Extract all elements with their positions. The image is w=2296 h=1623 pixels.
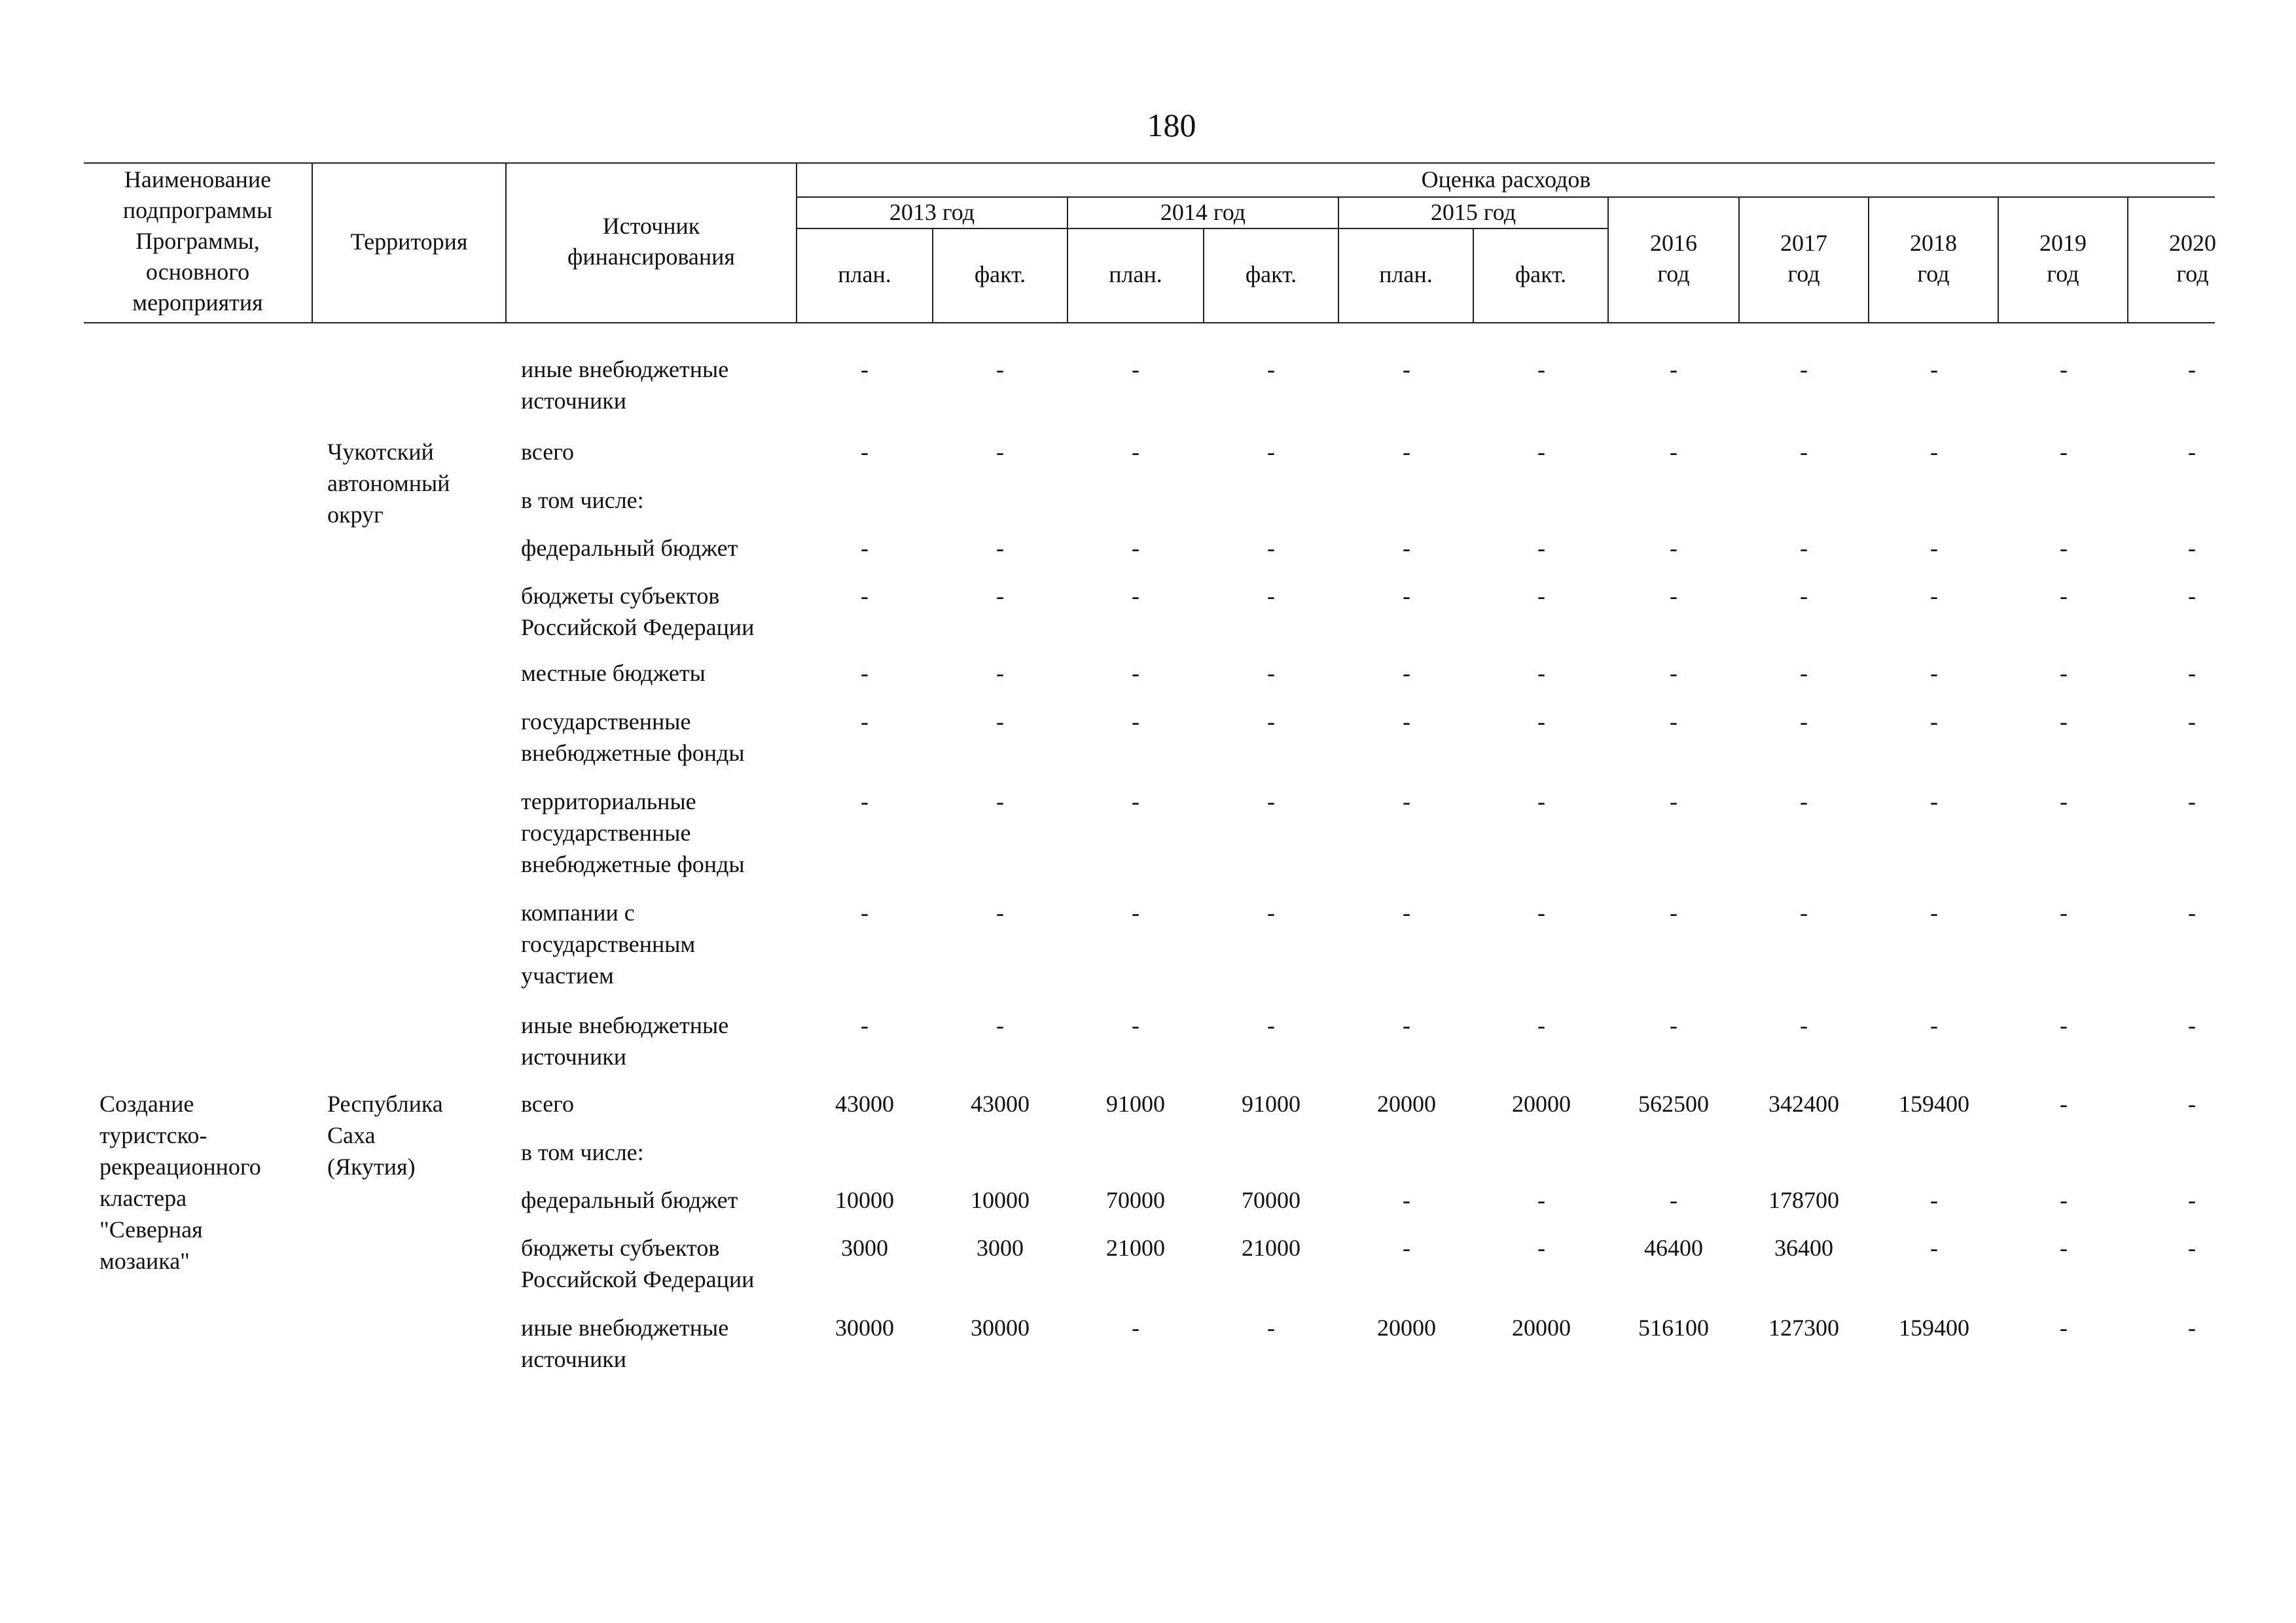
value-cell: - (1670, 356, 1677, 382)
header-year-word: год (1787, 261, 1820, 287)
value-cell: - (2188, 583, 2196, 609)
value-cell: - (1403, 583, 1410, 609)
source-cell: государственные (521, 708, 691, 735)
value-cell: - (2060, 356, 2068, 382)
value-cell: - (1930, 788, 1938, 814)
header-year-2014: 2014 год (1160, 199, 1246, 225)
header-activity-line: Наименование (124, 166, 272, 192)
value-cell: - (2060, 1315, 2068, 1341)
territory-cell: округ (327, 501, 384, 528)
header-fact: факт. (1245, 261, 1297, 287)
value-cell: - (1800, 535, 1808, 561)
value-cell: - (1930, 583, 1938, 609)
value-cell: - (996, 660, 1004, 686)
header-year-2019 (1999, 228, 2127, 289)
value-cell: 3000 (841, 1235, 888, 1261)
value-cell: - (1800, 356, 1808, 382)
value-cell: - (1930, 535, 1938, 561)
value-cell: - (861, 660, 869, 686)
value-cell: - (996, 583, 1004, 609)
value-cell: - (1537, 900, 1545, 926)
header-plan: план. (1109, 261, 1162, 287)
activity-cell: рекреационного (99, 1154, 261, 1180)
value-cell: 20000 (1512, 1315, 1571, 1341)
header-year-number: 2017 (1780, 230, 1827, 256)
value-cell: - (1670, 1012, 1677, 1038)
value-cell: - (2188, 900, 2196, 926)
value-cell: 46400 (1644, 1235, 1703, 1261)
value-cell: - (1930, 1187, 1938, 1213)
header-year-2013: 2013 год (889, 199, 975, 225)
value-cell: - (1537, 1012, 1545, 1038)
source-cell: иные внебюджетные (521, 1012, 729, 1038)
territory-cell: автономный (327, 470, 450, 496)
value-cell: - (861, 900, 869, 926)
value-cell: - (861, 583, 869, 609)
source-cell: иные внебюджетные (521, 356, 729, 382)
value-cell: - (2188, 356, 2196, 382)
header-year-number: 2018 (1910, 230, 1957, 256)
page-number: 180 (1147, 107, 1196, 143)
value-cell: - (1403, 1012, 1410, 1038)
value-cell: - (1800, 1012, 1808, 1038)
value-cell: - (2188, 660, 2196, 686)
source-cell: Российской Федерации (521, 1266, 755, 1292)
value-cell: - (2060, 1235, 2068, 1261)
header-plan: план. (838, 261, 891, 287)
value-cell: 342400 (1768, 1091, 1839, 1117)
value-cell: 21000 (1242, 1235, 1300, 1261)
header-fact: факт. (974, 261, 1026, 287)
value-cell: 20000 (1512, 1091, 1571, 1117)
source-cell: местные бюджеты (521, 660, 706, 686)
value-cell: 3000 (977, 1235, 1024, 1261)
value-cell: 159400 (1899, 1315, 1969, 1341)
value-cell: - (1403, 660, 1410, 686)
value-cell: - (1132, 439, 1139, 465)
value-cell: - (1670, 708, 1677, 735)
source-cell: территориальные (521, 788, 696, 814)
source-cell: участием (521, 962, 614, 989)
value-cell: - (1267, 439, 1275, 465)
value-cell: - (1403, 1235, 1410, 1261)
header-year-2018 (1869, 228, 1998, 289)
value-cell: - (2188, 439, 2196, 465)
value-cell: - (996, 356, 1004, 382)
value-cell: 70000 (1242, 1187, 1300, 1213)
source-cell: всего (521, 439, 575, 465)
header-year-number: 2020 (2169, 230, 2216, 256)
value-cell: - (1670, 583, 1677, 609)
header-source (507, 211, 796, 272)
value-cell: - (1800, 900, 1808, 926)
value-cell: - (2188, 1235, 2196, 1261)
value-cell: - (2060, 1187, 2068, 1213)
value-cell: - (1132, 535, 1139, 561)
value-cell: - (1537, 1187, 1545, 1213)
value-cell: - (1403, 900, 1410, 926)
value-cell: - (2188, 788, 2196, 814)
value-cell: - (1800, 708, 1808, 735)
value-cell: - (2188, 1187, 2196, 1213)
value-cell: - (2188, 535, 2196, 561)
source-cell: в том числе: (521, 1139, 644, 1165)
value-cell: - (1800, 660, 1808, 686)
value-cell: 10000 (835, 1187, 894, 1213)
value-cell: 562500 (1638, 1091, 1709, 1117)
activity-cell: кластера (99, 1185, 187, 1211)
value-cell: 43000 (835, 1091, 894, 1117)
territory-cell: (Якутия) (327, 1154, 416, 1180)
activity-cell: "Северная (99, 1216, 203, 1243)
header-year-2020 (2128, 228, 2257, 289)
value-cell: - (2188, 1315, 2196, 1341)
value-cell: - (1267, 660, 1275, 686)
value-cell: - (1267, 356, 1275, 382)
header-activity-line: основного (145, 259, 250, 285)
value-cell: - (1403, 1187, 1410, 1213)
value-cell: - (1930, 660, 1938, 686)
header-year-2016 (1609, 228, 1738, 289)
value-cell: - (1800, 788, 1808, 814)
value-cell: - (2060, 1091, 2068, 1117)
value-cell: - (2060, 535, 2068, 561)
value-cell: - (1132, 788, 1139, 814)
value-cell: - (2060, 788, 2068, 814)
value-cell: - (2060, 660, 2068, 686)
territory-cell: Саха (327, 1122, 376, 1148)
source-cell: источники (521, 388, 626, 414)
value-cell: - (1403, 788, 1410, 814)
value-cell: - (1267, 583, 1275, 609)
header-source-line: Источник (602, 213, 700, 239)
header-source-line: финансирования (567, 244, 735, 270)
value-cell: - (861, 708, 869, 735)
value-cell: - (996, 788, 1004, 814)
source-cell: иные внебюджетные (521, 1315, 729, 1341)
value-cell: - (1670, 439, 1677, 465)
value-cell: - (2060, 708, 2068, 735)
value-cell: - (1930, 1235, 1938, 1261)
value-cell: - (1267, 535, 1275, 561)
value-cell: - (1537, 439, 1545, 465)
value-cell: - (996, 708, 1004, 735)
header-plan: план. (1379, 261, 1433, 287)
value-cell: - (2060, 1012, 2068, 1038)
source-cell: федеральный бюджет (521, 535, 738, 561)
value-cell: - (1537, 788, 1545, 814)
value-cell: - (1403, 356, 1410, 382)
value-cell: - (861, 1012, 869, 1038)
value-cell: - (1132, 900, 1139, 926)
header-fact: факт. (1515, 261, 1567, 287)
value-cell: - (1930, 708, 1938, 735)
value-cell: - (1267, 900, 1275, 926)
value-cell: - (1930, 900, 1938, 926)
header-activity (85, 164, 310, 318)
value-cell: - (2188, 1091, 2196, 1117)
value-cell: 36400 (1774, 1235, 1833, 1261)
value-cell: 20000 (1377, 1315, 1436, 1341)
value-cell: - (2060, 583, 2068, 609)
header-activity-line: Программы, (135, 228, 260, 254)
value-cell: - (1132, 356, 1139, 382)
value-cell: - (861, 535, 869, 561)
value-cell: - (1930, 356, 1938, 382)
header-year-number: 2016 (1650, 230, 1697, 256)
header-activity-line: мероприятия (132, 289, 263, 316)
value-cell: - (1930, 1012, 1938, 1038)
value-cell: - (1670, 900, 1677, 926)
value-cell: - (1537, 708, 1545, 735)
value-cell: - (996, 1012, 1004, 1038)
header-year-2017 (1740, 228, 1868, 289)
value-cell: - (1403, 535, 1410, 561)
territory-cell: Республика (327, 1091, 443, 1117)
header-activity-line: подпрограммы (122, 197, 273, 223)
header-year-word: год (2176, 261, 2209, 287)
value-cell: - (1670, 535, 1677, 561)
header-year-number: 2019 (2039, 230, 2087, 256)
value-cell: - (1132, 660, 1139, 686)
activity-cell: Создание (99, 1091, 194, 1117)
value-cell: 70000 (1106, 1187, 1165, 1213)
source-cell: внебюджетные фонды (521, 740, 745, 766)
value-cell: 43000 (971, 1091, 1030, 1117)
value-cell: - (1267, 1315, 1275, 1341)
value-cell: - (1132, 1315, 1139, 1341)
value-cell: 178700 (1768, 1187, 1839, 1213)
value-cell: - (861, 788, 869, 814)
value-cell: - (1537, 356, 1545, 382)
value-cell: - (1537, 583, 1545, 609)
value-cell: - (2188, 1012, 2196, 1038)
value-cell: - (1670, 660, 1677, 686)
source-cell: бюджеты субъектов (521, 583, 720, 609)
value-cell: 10000 (971, 1187, 1030, 1213)
value-cell: - (1132, 1012, 1139, 1038)
value-cell: - (1930, 439, 1938, 465)
value-cell: - (1267, 788, 1275, 814)
source-cell: в том числе: (521, 487, 644, 513)
value-cell: - (2188, 708, 2196, 735)
source-cell: бюджеты субъектов (521, 1235, 720, 1261)
territory-cell: Чукотский (327, 439, 434, 465)
value-cell: - (1800, 583, 1808, 609)
source-cell: Российской Федерации (521, 614, 755, 640)
value-cell: - (996, 535, 1004, 561)
source-cell: компании с (521, 900, 635, 926)
value-cell: 30000 (971, 1315, 1030, 1341)
source-cell: государственным (521, 931, 696, 957)
source-cell: государственные (521, 820, 691, 846)
value-cell: 91000 (1106, 1091, 1165, 1117)
source-cell: источники (521, 1346, 626, 1372)
source-cell: внебюджетные фонды (521, 851, 745, 877)
value-cell: - (1132, 583, 1139, 609)
value-cell: - (1670, 788, 1677, 814)
header-year-word: год (1657, 261, 1690, 287)
value-cell: 159400 (1899, 1091, 1969, 1117)
value-cell: - (1537, 1235, 1545, 1261)
value-cell: - (1267, 708, 1275, 735)
value-cell: - (861, 356, 869, 382)
header-expense-title: Оценка расходов (1421, 166, 1591, 192)
value-cell: - (1800, 439, 1808, 465)
header-year-word: год (2047, 261, 2079, 287)
value-cell: - (1537, 660, 1545, 686)
value-cell: 30000 (835, 1315, 894, 1341)
source-cell: федеральный бюджет (521, 1187, 738, 1213)
value-cell: - (2060, 439, 2068, 465)
source-cell: всего (521, 1091, 575, 1117)
source-cell: источники (521, 1044, 626, 1070)
value-cell: - (1132, 708, 1139, 735)
value-cell: 516100 (1638, 1315, 1709, 1341)
value-cell: - (996, 439, 1004, 465)
activity-cell: туристско- (99, 1122, 207, 1148)
value-cell: - (996, 900, 1004, 926)
header-year-word: год (1917, 261, 1950, 287)
value-cell: - (1670, 1187, 1677, 1213)
value-cell: - (1403, 439, 1410, 465)
value-cell: - (1267, 1012, 1275, 1038)
value-cell: 21000 (1106, 1235, 1165, 1261)
value-cell: - (1403, 708, 1410, 735)
value-cell: 127300 (1768, 1315, 1839, 1341)
header-territory: Территория (350, 228, 468, 255)
value-cell: - (2060, 900, 2068, 926)
value-cell: 91000 (1242, 1091, 1300, 1117)
value-cell: - (861, 439, 869, 465)
activity-cell: мозаика" (99, 1248, 190, 1274)
value-cell: 20000 (1377, 1091, 1436, 1117)
value-cell: - (1537, 535, 1545, 561)
header-year-2015: 2015 год (1430, 199, 1516, 225)
